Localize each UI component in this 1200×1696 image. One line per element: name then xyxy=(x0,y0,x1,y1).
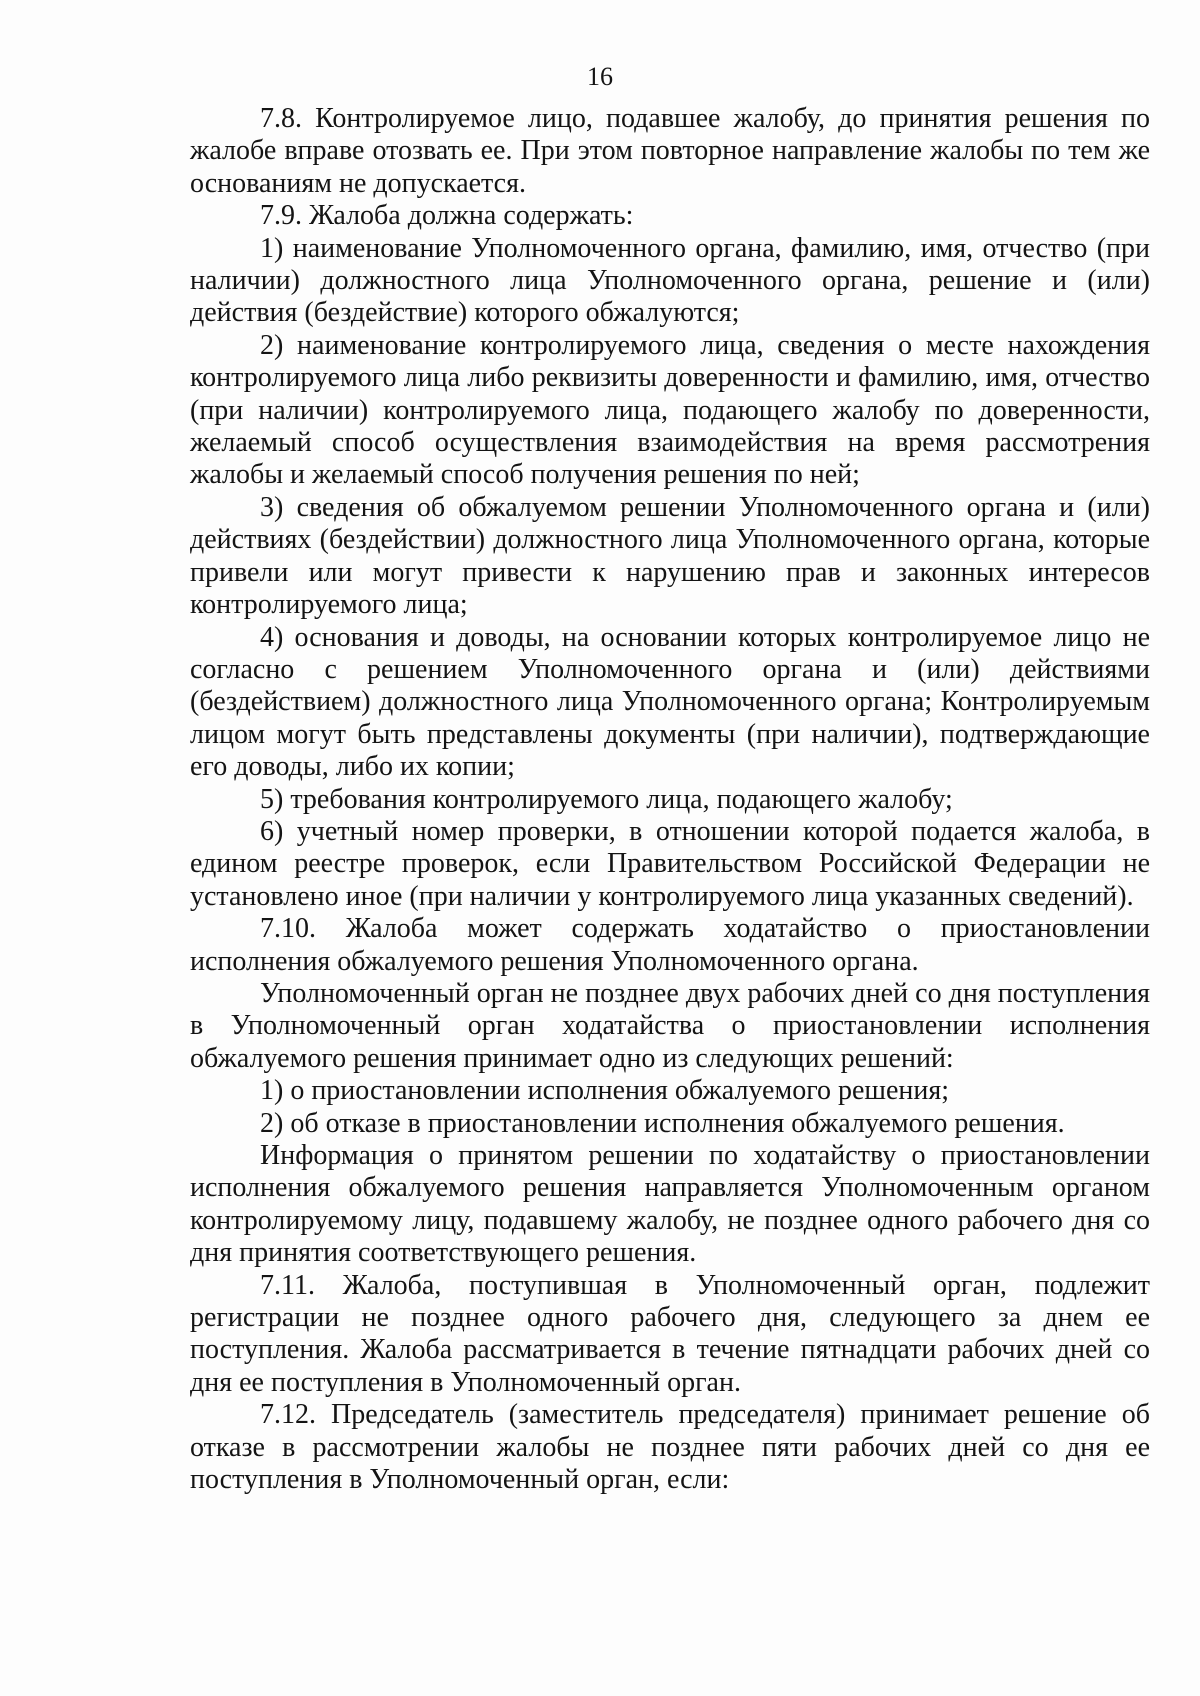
paragraph-7-10-information: Информация о принятом решении по ходатайству о приостановлении исполнения обжалуемого решения направляется Уполномоченным органом контролируемому лицу, подавшему жалобу, не позднее одного рабочего дня со дня принятия соответствующего решения. xyxy=(190,1140,1150,1269)
list-item-7-9-6: 6) учетный номер проверки, в отношении которой подается жалоба, в едином реестре проверок, если Правительством Российской Федерации не установлено иное (при наличии у контролируемого лица указанных сведений). xyxy=(190,815,1150,912)
list-item-7-10-1: 1) о приостановлении исполнения обжалуемого решения; xyxy=(260,1075,950,1107)
paragraph-7-10: 7.10. Жалоба может содержать ходатайство о приостановлении исполнения обжалуемого решения Уполномоченного органа. xyxy=(190,913,1150,977)
list-item-7-9-5: 5) требования контролируемого лица, подающего жалобу; xyxy=(260,783,953,815)
list-item-7-9-3: 3) сведения об обжалуемом решении Уполномоченного органа и (или) действиях (бездействии) должностного лица Уполномоченного органа, которые привели или могут привести к нарушению прав и законных интересов контролируемого лица; xyxy=(190,491,1150,621)
list-item-7-9-4: 4) основания и доводы, на основании которых контролируемое лицо не согласно с решением Уполномоченного органа и (или) действиями (бездействием) должностного лица Уполномоченного органа; Контролируемым лицом могут быть представлены документы (при наличии), подтверждающие его доводы, либо их копии; xyxy=(190,621,1150,783)
paragraph-7-12: 7.12. Председатель (заместитель председателя) принимает решение об отказе в рассмотрении жалобы не позднее пяти рабочих дней со дня ее поступления в Уполномоченный орган, если: xyxy=(190,1399,1150,1496)
paragraph-7-10-decision: Уполномоченный орган не позднее двух рабочих дней со дня поступления в Уполномоченный орган ходатайства о приостановлении исполнения обжалуемого решения принимает одно из следующих решений: xyxy=(190,977,1150,1074)
paragraph-7-9: 7.9. Жалоба должна содержать: xyxy=(260,200,634,232)
page-number: 16 xyxy=(587,62,613,91)
list-item-7-10-2: 2) об отказе в приостановлении исполнения обжалуемого решения. xyxy=(260,1107,1065,1139)
paragraph-7-8: 7.8. Контролируемое лицо, подавшее жалобу, до принятия решения по жалобе вправе отозвать ее. При этом повторное направление жалобы по тем же основаниям не допускается. xyxy=(190,103,1150,199)
document-body xyxy=(190,103,1150,1496)
paragraph-7-11: 7.11. Жалоба, поступившая в Уполномоченный орган, подлежит регистрации не позднее одного рабочего дня, следующего за днем ее поступления. Жалоба рассматривается в течение пятнадцати рабочих дней со дня ее поступления в Уполномоченный орган. xyxy=(190,1269,1150,1398)
list-item-7-9-2: 2) наименование контролируемого лица, сведения о месте нахождения контролируемого лица либо реквизиты доверенности и фамилию, имя, отчество (при наличии) контролируемого лица, подающего жалобу по доверенности, желаемый способ осуществления взаимодействия на время рассмотрения жалобы и желаемый способ получения решения по ней; xyxy=(190,329,1150,491)
list-item-7-9-1: 1) наименование Уполномоченного органа, фамилию, имя, отчество (при наличии) должностного лица Уполномоченного органа, решение и (или) действия (бездействие) которого обжалуются; xyxy=(190,232,1150,329)
